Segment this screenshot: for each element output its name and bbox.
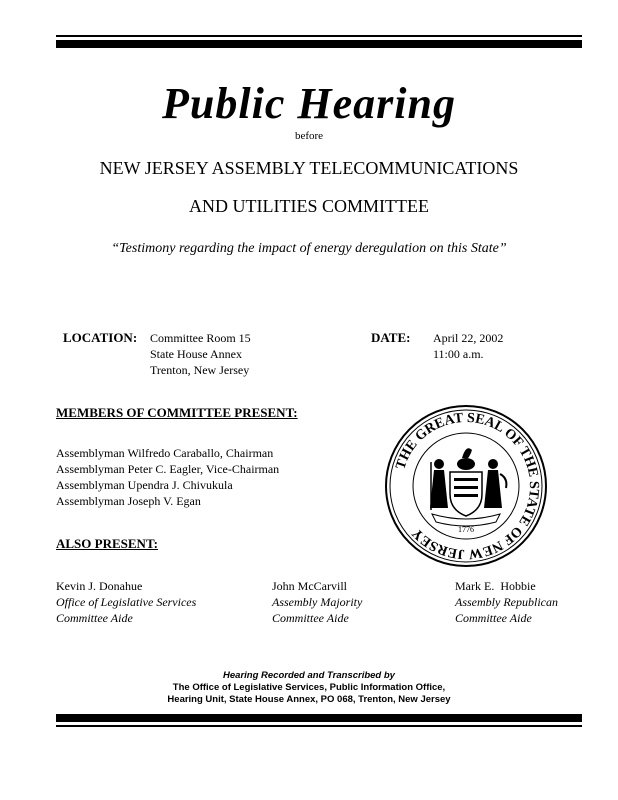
member-item: Assemblyman Peter C. Eagler, Vice-Chairman	[56, 462, 280, 476]
before-text: before	[294, 130, 324, 142]
footer-credit	[0, 670, 618, 706]
staff-entry	[272, 578, 362, 626]
staff-name: Kevin J. Donahue	[56, 579, 143, 593]
date-label: DATE:	[371, 330, 411, 345]
footer-line: The Office of Legislative Services, Public Information Office,	[172, 682, 446, 693]
location-block	[150, 330, 251, 378]
location-label: LOCATION:	[63, 330, 138, 345]
staff-title: Committee Aide	[272, 611, 349, 625]
footer-line: Hearing Recorded and Transcribed by	[223, 670, 395, 681]
members-list	[56, 445, 279, 509]
seal-text: THE GREAT SEAL OF THE STATE OF NEW JERSEY	[393, 410, 542, 562]
staff-title: Committee Aide	[455, 611, 532, 625]
bottom-rule-thin	[56, 725, 582, 727]
date-block	[433, 330, 503, 362]
state-seal-icon	[384, 404, 548, 568]
top-rule-thin	[56, 35, 582, 37]
also-present-heading: ALSO PRESENT:	[56, 536, 158, 551]
member-item: Assemblyman Upendra J. Chivukula	[56, 478, 233, 492]
footer-line: Hearing Unit, State House Annex, PO 068, Trenton, New Jersey	[167, 694, 451, 705]
hearing-subtitle: “Testimony regarding the impact of energy deregulation on this State”	[111, 241, 507, 256]
staff-role: Assembly Republican	[455, 595, 558, 609]
staff-name: Mark E. Hobbie	[455, 579, 536, 593]
staff-role: Office of Legislative Services	[56, 595, 197, 609]
location-line: State House Annex	[150, 347, 242, 361]
top-rule-thick	[56, 40, 582, 48]
location-line: Committee Room 15	[150, 331, 251, 345]
staff-title: Committee Aide	[56, 611, 133, 625]
member-item: Assemblyman Joseph V. Egan	[56, 494, 201, 508]
seal-year: 1776	[458, 525, 474, 534]
staff-entry	[56, 578, 196, 626]
members-heading: MEMBERS OF COMMITTEE PRESENT:	[56, 405, 298, 420]
location-line: Trenton, New Jersey	[150, 363, 250, 377]
staff-role: Assembly Majority	[272, 595, 363, 609]
member-item: Assemblyman Wilfredo Caraballo, Chairman	[56, 446, 274, 460]
committee-name-line1: NEW JERSEY ASSEMBLY TELECOMMUNICATIONS	[99, 158, 519, 178]
date-line: 11:00 a.m.	[433, 347, 484, 361]
committee-name-line2: AND UTILITIES COMMITTEE	[189, 196, 429, 216]
bottom-rule-thick	[56, 714, 582, 722]
date-line: April 22, 2002	[433, 331, 504, 345]
page-title: Public Hearing	[162, 79, 456, 128]
staff-name: John McCarvill	[272, 579, 347, 593]
staff-entry	[455, 578, 558, 626]
